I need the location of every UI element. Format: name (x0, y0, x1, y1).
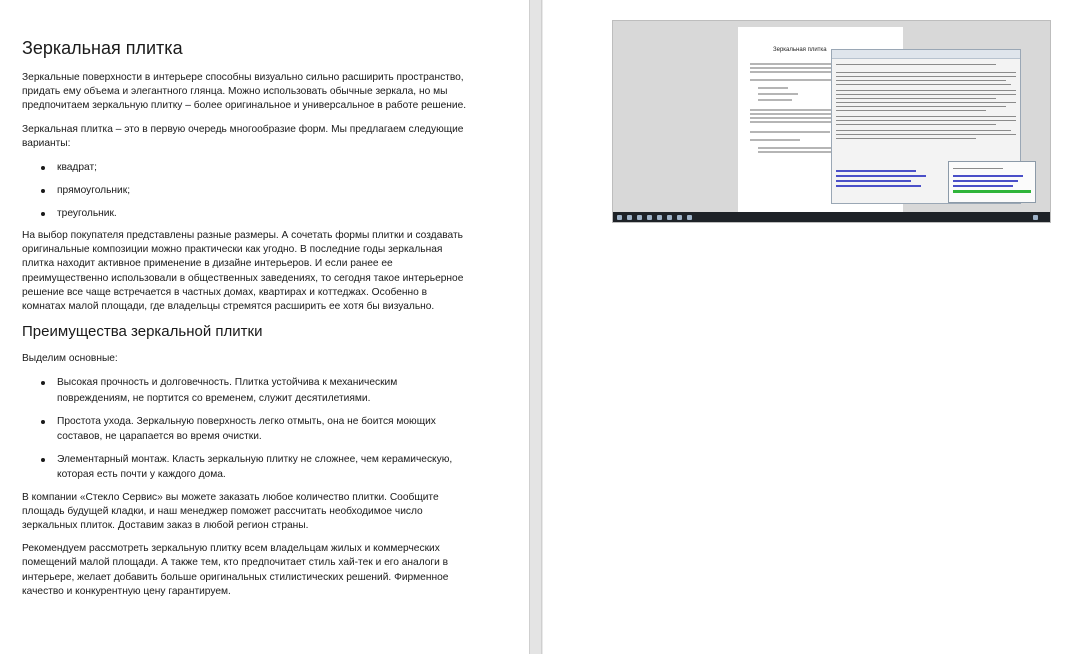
paragraph-intro: Зеркальные поверхности в интерьере способны визуально сильно расширить пространство, придать ему объема и элегантного глянца. Можно использовать обычные зеркала, но мы предпочитаем зеркальную плитку – более оригинальное и универсальное в работе решение. (22, 72, 467, 112)
list-item: прямоугольник; (22, 183, 467, 198)
paragraph-recommendation: Рекомендуем рассмотреть зеркальную плитку всем владельцам жилых и коммерческих помещений малой площади. А также тем, кто предпочитает стиль хай-тек и его аналоги в интерьере, желает добавить больше оригинальных стилистических решений. Фирменное качество и конкурентную цену гарантируем. (22, 543, 449, 597)
list-item: Высокая прочность и долговечность. Плитка устойчива к механическим повреждениям, не портится со временем, служит десятилетиями. (22, 375, 467, 405)
list-item: Простота ухода. Зеркальную поверхность легко отмыть, она не боится моющих составов, не царапается во время очистки. (22, 414, 467, 444)
thumbnail-taskbar (613, 212, 1051, 222)
paragraph-company: В компании «Стекло Сервис» вы можете заказать любое количество плитки. Сообщите площадь будущей кладки, и наш менеджер поможет рассчитать необходимое число зеркальных плиток. Доставим заказ в любой регион страны. (22, 491, 439, 532)
embedded-screenshot (612, 20, 1051, 223)
paragraph-sizes: На выбор покупателя представлены разные размеры. А сочетать формы плитки и создавать оригинальные композиции можно практически как угодно. В последние годы зеркальная плитка находит активное применение в дизайне интерьеров. И если ранее ее преимущественно использовали в общественных заведениях, то сегодня такое интерьерное решение все чаще встречается в частных домах, квартирах и коттеджах. Особенно в комнатах малой площади, где владельцы стремятся расширить ее хотя бы визуально. (22, 230, 464, 313)
document-page-right (543, 0, 1074, 654)
page-title: Зеркальная плитка (22, 38, 183, 58)
advantages-list (22, 375, 467, 482)
document-content (22, 38, 467, 608)
thumbnail-doc-title: Зеркальная плитка (773, 47, 827, 53)
shapes-list (22, 160, 467, 221)
paragraph-highlights: Выделим основные: (22, 353, 118, 365)
list-item: треугольник. (22, 206, 467, 221)
document-page-left (0, 0, 530, 654)
list-item: квадрат; (22, 160, 467, 175)
paragraph-forms: Зеркальная плитка – это в первую очередь многообразие форм. Мы предлагаем следующие варианты: (22, 123, 464, 149)
list-item: Элементарный монтаж. Класть зеркальную плитку не сложнее, чем керамическую, которая есть почти у каждого дома. (22, 452, 467, 482)
section-heading: Преимущества зеркальной плитки (22, 323, 263, 341)
page-gutter (530, 0, 542, 654)
thumbnail-progress-window (948, 161, 1036, 203)
